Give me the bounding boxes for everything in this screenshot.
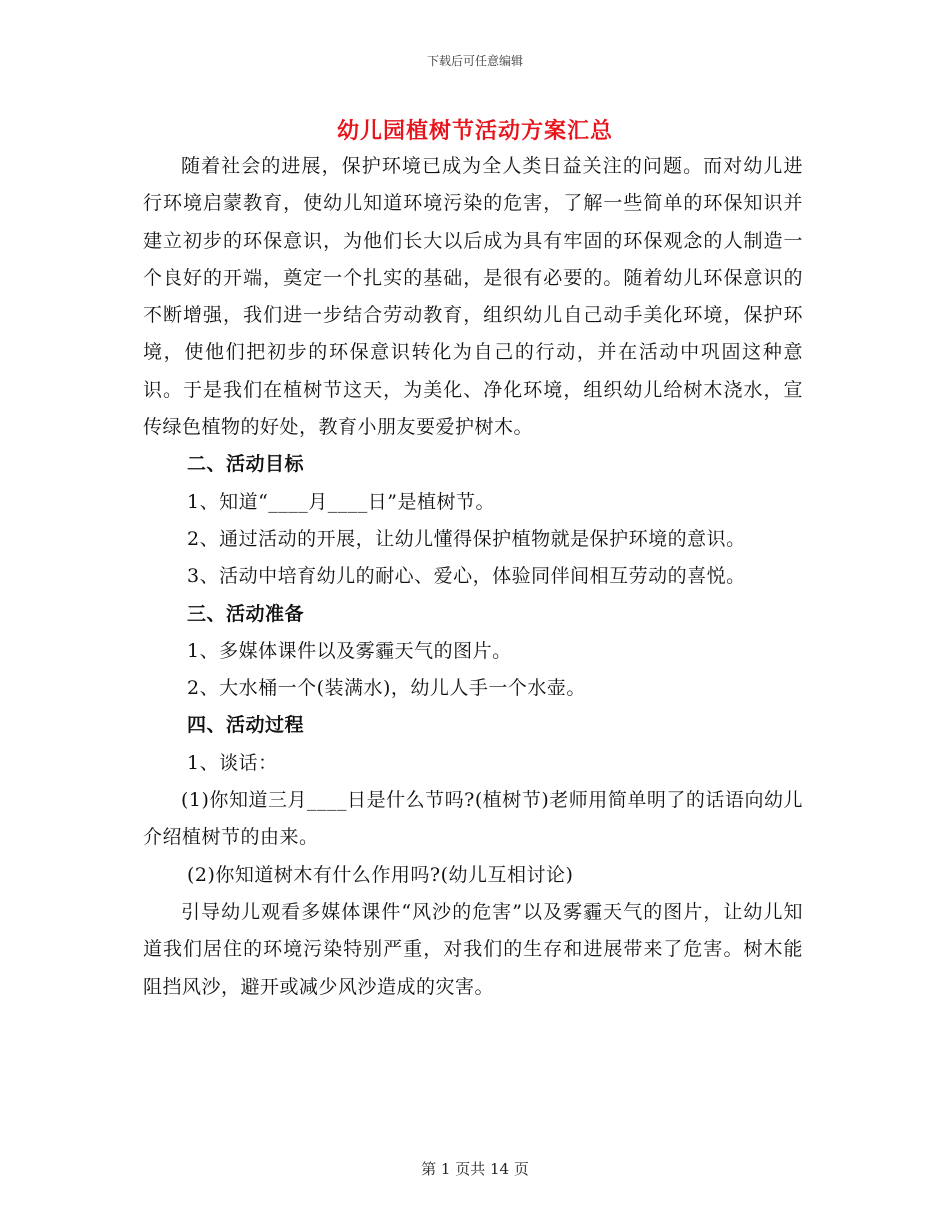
process-question-1: (1)你知道三月____日是什么节吗?(植树节)老师用简单明了的话语向幼儿介绍植树节的由来。 <box>143 789 803 849</box>
page-footer: 第 1 页共 14 页 <box>421 1160 529 1178</box>
intro-paragraph: 随着社会的进展，保护环境已成为全人类日益关注的问题。而对幼儿进行环境启蒙教育，使幼儿知道环境污染的危害，了解一些简单的环保知识并建立初步的环保意识，为他们长大以后成为具有牢固的环保观念的人制造一个良好的开端，奠定一个扎实的基础，是很有必要的。随着幼儿环保意识的不断增强，我们进一步结合劳动教育，组织幼儿自己动手美化环境，保护环境，使他们把初步的环保意识转化为自己的行动，并在活动中巩固这种意识。于是我们在植树节这天，为美化、净化环境，组织幼儿给树木浇水，宣传绿色植物的好处，教育小朋友要爱护树木。 <box>143 155 803 439</box>
section-heading-prep: 三、活动准备 <box>187 602 305 625</box>
process-guide-paragraph: 引导幼儿观看多媒体课件“风沙的危害”以及雾霾天气的图片，让幼儿知道我们居住的环境污染特别严重，对我们的生存和进展带来了危害。树木能阻挡风沙，避开或减少风沙造成的灾害。 <box>143 900 803 998</box>
prep-item-1: 1、多媒体课件以及雾霾天气的图片。 <box>187 639 512 662</box>
process-question-2: (2)你知道树木有什么作用吗?(幼儿互相讨论) <box>187 863 574 886</box>
goal-item-2: 2、通过活动的开展，让幼儿懂得保护植物就是保护环境的意识。 <box>187 527 746 550</box>
goal-item-3: 3、活动中培育幼儿的耐心、爱心，体验同伴间相互劳动的喜悦。 <box>187 565 746 588</box>
section-heading-goals: 二、活动目标 <box>187 453 305 476</box>
page-title: 幼儿园植树节活动方案汇总 <box>336 118 613 144</box>
prep-item-2: 2、大水桶一个(装满水)，幼儿人手一个水壶。 <box>187 677 586 700</box>
process-step-1: 1、谈话： <box>187 751 278 774</box>
section-heading-process: 四、活动过程 <box>187 714 305 737</box>
goal-item-1: 1、知道“____月____日”是植树节。 <box>187 490 496 513</box>
document-body <box>143 148 803 1006</box>
page-header-note: 下载后可任意编辑 <box>426 54 523 68</box>
